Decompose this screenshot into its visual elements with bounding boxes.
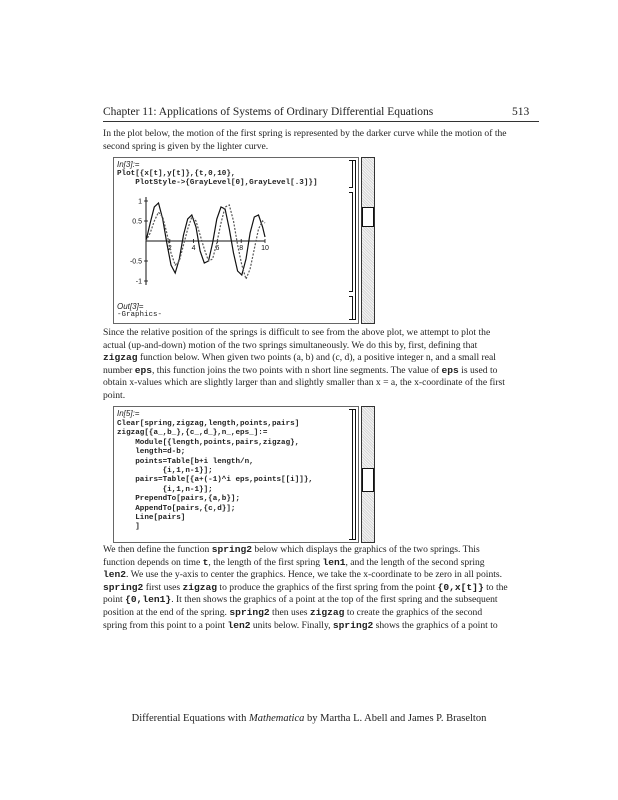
footer-italic: Mathematica — [248, 713, 305, 724]
output-label: Out[3]= — [117, 302, 144, 311]
code-term: {0,len1} — [125, 594, 172, 606]
code-line: length=d-b; — [117, 448, 186, 457]
paragraph-line: number eps, this function joins the two points with n short line segments. The value of eps is used to — [103, 364, 498, 376]
paragraph-spring2 — [103, 544, 539, 632]
paragraph-line: obtain x-values which are slightly larger than and slightly smaller than x = a, the x-coordinate of the first — [103, 377, 505, 389]
x-tick-label: 10 — [261, 245, 269, 252]
y-tick-label: -0.5 — [129, 258, 142, 266]
paragraph-line: actual (up-and-down) motion of the two springs simultaneously. We do this by, first, defining that — [103, 339, 478, 351]
paragraph-zigzag — [103, 327, 539, 403]
code-term: len2 — [103, 569, 127, 581]
code-line: pairs=Table[{a+(-1)^i eps,points[[i]]}, — [117, 476, 313, 485]
intro-line: second spring is given by the lighter curve. — [103, 140, 269, 152]
code-term: spring2 — [332, 619, 374, 631]
scrollbar-thumb[interactable] — [362, 207, 374, 227]
code-term: spring2 — [103, 581, 144, 593]
code-line: ] — [117, 523, 140, 532]
code-term: spring2 — [229, 606, 270, 618]
page-number: 513 — [512, 106, 530, 118]
input-label: In[3]:= — [117, 160, 140, 169]
scrollbar-thumb[interactable] — [362, 468, 374, 492]
header-rule — [103, 121, 539, 122]
code-term: t — [202, 556, 209, 568]
code-line: Clear[spring,zigzag,length,points,pairs] — [117, 420, 300, 428]
plot-axes — [146, 197, 265, 285]
x-tick-label: 4 — [191, 245, 196, 252]
code-line: {i,1,n-1}]; — [117, 467, 213, 476]
code-term: zigzag — [103, 352, 138, 364]
plot-code: Plot[{x[t],y[t]},{t,0,10}, PlotStyle->{GrayLevel[0],GrayLevel[.3]}] — [117, 170, 318, 188]
code-term: len1 — [322, 556, 346, 568]
paragraph-line: spring2 first uses zigzag to produce the graphics of the first spring from the point {0,x[t]} to the — [103, 581, 508, 593]
book-footer: Differential Equations with Mathematica by Martha L. Abell and James P. Braselton — [131, 713, 487, 724]
code-term: zigzag — [309, 606, 345, 618]
code-line: PrependTo[pairs,{a,b}]; — [117, 495, 241, 504]
paragraph-line: Since the relative position of the springs is difficult to see from the above plot, we attempt to plot the — [103, 327, 491, 338]
paragraph-line: function depends on time t, the length of the first spring len1, and the length of the second spring — [103, 556, 485, 568]
x-tick-label: 6 — [215, 245, 220, 252]
paragraph-line: position at the end of the spring. spring2 then uses zigzag to create the graphics of the second — [103, 606, 483, 618]
code-line: {i,1,n-1}]; — [117, 485, 213, 494]
y-tick-label: 0.5 — [132, 218, 142, 226]
code-term: {0,x[t]} — [437, 581, 484, 593]
zigzag-code — [117, 420, 313, 533]
series-line-y[t] — [146, 205, 265, 279]
code-line: AppendTo[pairs,{c,d}]; — [117, 504, 236, 513]
code-term: zigzag — [182, 581, 218, 593]
paragraph-line: We then define the function spring2 below which displays the graphics of the two springs. This — [103, 544, 480, 555]
code-term: eps — [441, 364, 459, 376]
code-term: eps — [134, 364, 152, 376]
output-cell-bracket[interactable] — [349, 296, 353, 320]
paragraph-line: point {0,len1}. It then shows the graphics of a point at the top of the first spring and the subsequent — [103, 594, 498, 606]
code-line: Module[{length,points,pairs,zigzag}, — [117, 438, 300, 447]
cell-group-bracket[interactable] — [352, 409, 356, 540]
input-label: In[5]:= — [117, 409, 140, 418]
output-graphics: -Graphics- — [117, 311, 163, 319]
y-tick-label: -1 — [135, 278, 142, 286]
plot-graphic — [118, 191, 273, 291]
chapter-header: Chapter 11: Applications of Systems of Ordinary Differential Equations — [103, 106, 434, 118]
graphics-cell-bracket[interactable] — [349, 192, 353, 292]
paragraph-line: zigzag function below. When given two points (a, b) and (c, d), a positive integer n, and a small real — [103, 352, 496, 364]
x-tick-label: 2 — [167, 245, 172, 252]
paragraph-line: len2. We use the y-axis to center the graphics. Hence, we take the x-coordinate to be zero in all points. — [103, 569, 503, 581]
y-tick-label: 1 — [138, 198, 142, 206]
code-term: len2 — [227, 619, 251, 631]
x-tick-label: 8 — [239, 245, 244, 252]
vertical-scrollbar[interactable] — [361, 157, 375, 324]
code-line: Line[pairs] — [117, 514, 186, 523]
intro-line: In the plot below, the motion of the first spring is represented by the darker curve while the motion of the — [103, 128, 507, 139]
intro-paragraph — [103, 128, 539, 153]
code-term: spring2 — [211, 544, 253, 555]
series-line-x[t] — [146, 203, 265, 275]
paragraph-line: spring from this point to a point len2 units below. Finally, spring2 shows the graphics of a point to — [103, 619, 498, 631]
paragraph-line: point. — [103, 389, 126, 401]
code-line: zigzag[{a_,b_},{c_,d_},n_,eps_]:= — [117, 429, 268, 438]
code-line: points=Table[b+i length/n, — [117, 457, 254, 466]
